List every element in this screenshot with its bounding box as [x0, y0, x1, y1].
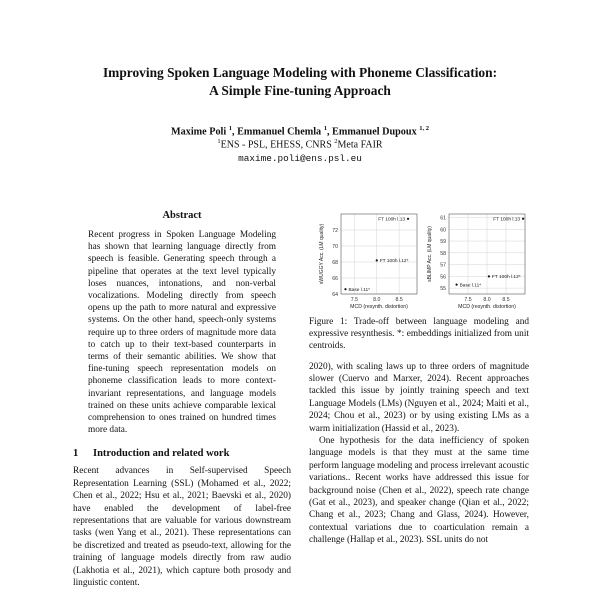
data-label: Base l.11* [459, 283, 482, 289]
author-list: Maxime Poli $^1$, Emmanuel Chemla $^1$, Emmanuel Dupoux $^{1, 2}$ [171, 125, 429, 138]
affiliation-mark: 1 [217, 138, 221, 145]
y-tick-label: 55 [440, 286, 446, 293]
affiliations [60, 138, 540, 150]
author-affiliation-mark: 1, 2 [419, 125, 429, 132]
x-tick-label: 8.0 [483, 297, 491, 303]
x-tick-label: 7.5 [464, 297, 472, 303]
author-email: maxime.poli@ens.psl.eu [238, 153, 362, 164]
section-title: Introduction and related work [93, 448, 230, 460]
y-axis-label: sWUGGY Acc. (LM quality) [319, 223, 325, 285]
right-paragraph-1: 2020), with scaling laws up to three orders of magnitude slower (Cuervo and Marxer, 2024). Recent approaches tackled this issue by jointly training speech and text Language Models (LMs) (Nguyen et al., 2024; Maiti et al., 2024; Chou et al., 2023) or by using existing LMs as a warm initialization (Hassid et al., 2023). [309, 361, 529, 434]
data-label: FT 100h l.13 [378, 217, 406, 223]
section-number: 1 [73, 448, 79, 460]
data-point [344, 288, 346, 290]
author-name: Emmanuel Chemla [237, 126, 322, 138]
data-label: FT 100h l.12* [379, 259, 409, 265]
x-tick-label: 7.5 [350, 297, 359, 303]
x-tick-label: 8.5 [395, 297, 403, 303]
y-tick-label: 57 [440, 262, 446, 269]
data-point [522, 218, 524, 220]
y-tick-label: 72 [332, 228, 338, 234]
data-point [456, 283, 458, 285]
figure-1-chart [309, 210, 529, 310]
y-tick-label: 56 [440, 274, 446, 281]
data-label: Base l.11* [348, 288, 370, 293]
author-name: Emmanuel Dupoux [332, 126, 417, 138]
title-line-1: Improving Spoken Language Modeling with Phoneme Classification: [102, 65, 498, 80]
abstract-heading: Abstract [162, 210, 202, 221]
section-heading [73, 448, 291, 459]
y-tick-label: 68 [332, 260, 338, 266]
title-line-2: A Simple Fine-tuning Approach [209, 83, 391, 98]
caption-text: Trade-off between language modeling and expressive resynthesis. *: embeddings initialized from unit centroids. [309, 317, 529, 352]
figure-1 [309, 210, 529, 310]
data-label: FT 100h l.12* [491, 275, 521, 281]
y-tick-label: 59 [440, 239, 446, 246]
right-paragraph-2: One hypothesis for the data inefficiency of spoken language models is that they must at the same time perform language modeling and process irrelevant acoustic variations.. Recent works have addressed this issue for background noise (Chen et al., 2022), speech rate change (Gat et al., 2023), and speaker change (Qian et al., 2022; Chang et al., 2023; Chang and Glass, 2024). However, contextual variations due to coarticulation remain a challenge (Hallap et al., 2023). SSL units do not [309, 436, 529, 546]
y-axis-label: sBLIMP Acc. (LM quality) [427, 226, 433, 282]
data-point [376, 259, 378, 261]
affiliation-2: Meta FAIR [337, 139, 383, 151]
x-tick-label: 8.0 [373, 297, 381, 303]
data-point [488, 275, 490, 277]
y-tick-label: 70 [332, 244, 338, 250]
author-affiliation-mark: 1 [323, 125, 327, 132]
author-name: Maxime Poli [171, 126, 227, 138]
right-column [309, 210, 529, 547]
x-tick-label: 8.5 [502, 297, 510, 303]
author-affiliation-mark: 1 [228, 125, 232, 132]
y-tick-label: 61 [440, 215, 446, 222]
data-point [407, 218, 409, 220]
x-axis-label: MCD (resynth. distortion) [458, 304, 516, 310]
figure-caption [309, 316, 529, 353]
y-tick-label: 60 [440, 227, 446, 234]
paper-title [60, 64, 540, 100]
data-label: FT 100h l.13 [493, 217, 521, 223]
intro-paragraph: Recent advances in Self-supervised Speech Representation Learning (SSL) (Mohamed et al., 2022; Chen et al., 2022; Hsu et al., 2021; Baevski et al., 2020) have enabled the development of label-free representations that are valuable for various downstream tasks (wen Yang et al., 2021). These representations can be discretized and treated as pseudo-text, allowing for the training of language models directly from raw audio (Lakhotia et al., 2021), which capture both prosody and linguistic content. [73, 466, 291, 589]
caption-label: Figure 1: [309, 317, 348, 327]
y-tick-label: 58 [440, 250, 446, 257]
y-tick-label: 64 [332, 292, 338, 298]
affiliation-1: ENS - PSL, EHESS, CNRS [220, 139, 332, 151]
y-tick-label: 66 [332, 276, 338, 282]
x-axis-label: MCD (resynth. distortion) [350, 304, 408, 310]
left-column [73, 210, 291, 590]
abstract-body: Recent progress in Spoken Language Modeling has shown that learning language directly from speech is feasible. Generating speech through a pipeline that operates at the text level typically loses nuances, intonations, and non-verbal vocalizations. Modeling directly from speech opens up the path to more natural and expressive systems. On the other hand, speech-only systems require up to three orders of magnitude more data to catch up to their text-based counterparts in terms of their semantic abilities. We show that fine-tuning speech representation models on phoneme classification leads to more context-invariant representations, and language models trained on these units achieve comparable lexical comprehension to ones trained on hundred times more data. [88, 230, 276, 436]
affiliation-mark: 2 [334, 138, 338, 145]
plot-frame [341, 214, 417, 294]
